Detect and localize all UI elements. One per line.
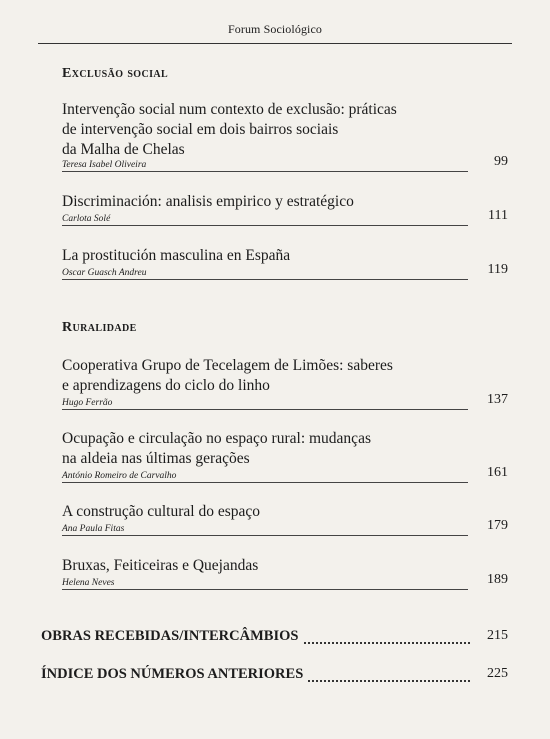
- toc-entry[interactable]: [62, 246, 508, 286]
- entry-page-number: 111: [488, 208, 508, 223]
- entry-title: Bruxas, Feiticeiras e Quejandas: [62, 557, 259, 574]
- back-matter-label: ÍNDICE DOS NÚMEROS ANTERIORES: [41, 666, 307, 683]
- entry-author: Helena Neves: [62, 578, 115, 588]
- entry-byline: [62, 518, 508, 536]
- toc-entry[interactable]: [62, 502, 508, 542]
- toc-entry[interactable]: [62, 429, 508, 485]
- entry-title: Ocupação e circulação no espaço rural: mudanças na aldeia nas últimas gerações: [62, 430, 371, 467]
- section-heading-ruralidade: Ruralidade: [62, 320, 137, 335]
- entry-page-number: 179: [487, 518, 508, 533]
- entry-page-number: 161: [487, 465, 508, 480]
- back-matter-indice-numeros[interactable]: [41, 666, 508, 686]
- entry-author: António Romeiro de Carvalho: [62, 471, 177, 481]
- entry-title: Discriminación: analisis empirico y estratégico: [62, 193, 354, 210]
- toc-entry[interactable]: [62, 556, 508, 596]
- entry-rule: [62, 535, 468, 536]
- entry-byline: [62, 208, 508, 226]
- entry-rule: [62, 225, 468, 226]
- entry-title: A construção cultural do espaço: [62, 503, 260, 520]
- entry-byline: [62, 262, 508, 280]
- back-matter-page-number: 225: [483, 666, 508, 682]
- entry-author: Hugo Ferrão: [62, 398, 113, 408]
- entry-byline: [62, 392, 508, 410]
- entry-page-number: 99: [494, 154, 508, 169]
- entry-author: Oscar Guasch Andreu: [62, 268, 147, 278]
- entry-rule: [62, 171, 468, 172]
- back-matter-label: OBRAS RECEBIDAS/INTERCÂMBIOS: [41, 628, 302, 645]
- back-matter-obras-recebidas[interactable]: [41, 628, 508, 648]
- entry-byline: [62, 465, 508, 483]
- entry-page-number: 189: [487, 572, 508, 587]
- entry-rule: [62, 589, 468, 590]
- toc-entry[interactable]: [62, 100, 508, 172]
- entry-rule: [62, 409, 468, 410]
- entry-page-number: 119: [487, 262, 508, 277]
- entry-rule: [62, 482, 468, 483]
- section-heading-exclusao-social: Exclusão social: [62, 66, 169, 81]
- entry-byline: [62, 154, 508, 172]
- entry-page-number: 137: [487, 392, 508, 407]
- entry-rule: [62, 279, 468, 280]
- running-head: Forum Sociológico: [227, 22, 323, 36]
- entry-author: Carlota Solé: [62, 214, 111, 224]
- entry-author: Ana Paula Fitas: [62, 524, 125, 534]
- toc-entry[interactable]: [62, 356, 508, 412]
- back-matter-page-number: 215: [483, 628, 508, 644]
- entry-title: Intervenção social num contexto de exclusão: práticas de intervenção social em dois bairros sociais da Malha de Chelas: [62, 101, 397, 158]
- entry-author: Teresa Isabel Oliveira: [62, 160, 147, 170]
- entry-title: Cooperativa Grupo de Tecelagem de Limões: saberes e aprendizagens do ciclo do linho: [62, 357, 393, 394]
- entry-title: La prostitución masculina en España: [62, 247, 291, 264]
- entry-byline: [62, 572, 508, 590]
- header-rule: [38, 43, 512, 44]
- toc-entry[interactable]: [62, 192, 508, 232]
